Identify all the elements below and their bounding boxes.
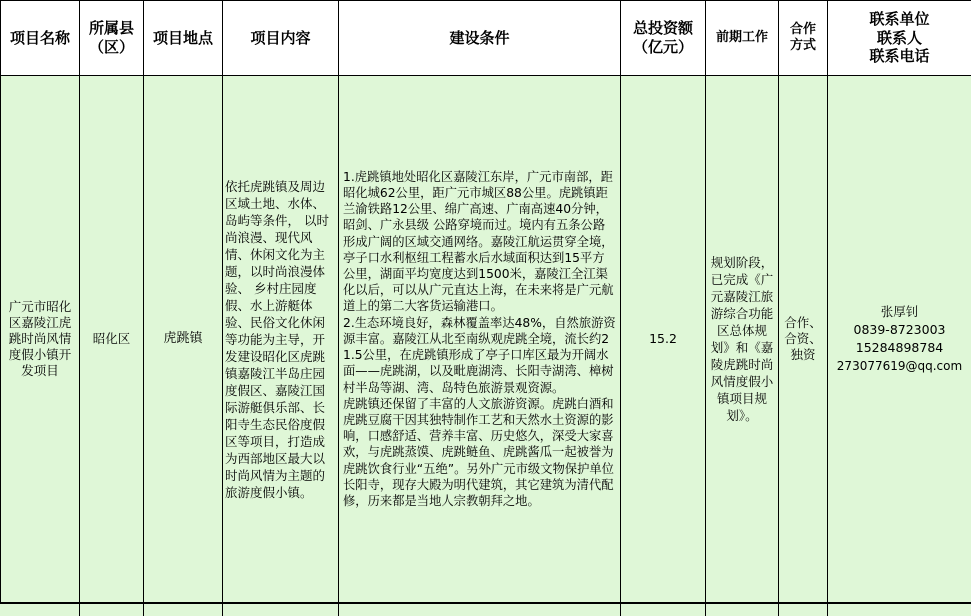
header-label: 合作 方式 bbox=[790, 22, 816, 53]
prework-text: 规划阶段，已完成《广元嘉陵江旅游综合功能区总体规划》和《嘉陵虎跳时尚风情度假小镇项目规划》。 bbox=[706, 248, 778, 430]
header-content bbox=[223, 1, 339, 76]
district-text: 昭化区 bbox=[80, 325, 143, 353]
header-label: 建设条件 bbox=[449, 29, 509, 47]
condition-paragraph: 虎跳镇还保留了丰富的人文旅游资源。虎跳白酒和虎跳豆腐干因其独特制作工艺和天然水土资源的影响，口感舒适、营养丰富、历史悠久，深受大家喜欢，与虎跳蒸馍、虎跳鲢鱼、虎跳酱瓜一起被誉为虎跳饮食行业“五绝”。另外广元市级文物保护单位长阳寺，现存大殿为明代建筑，其它建筑为清代配修，历来都是当地人宗教朝拜之地。 bbox=[343, 396, 616, 509]
header-district bbox=[80, 1, 144, 76]
cell-location bbox=[144, 76, 223, 603]
conditions-text bbox=[339, 163, 620, 515]
header-label: 总投资额 （亿元） bbox=[633, 19, 693, 56]
cell-prework bbox=[706, 76, 779, 603]
content-text: 依托虎跳镇及周边区域土地、水体、岛屿等条件， 以时尚浪漫、现代风情、休闲文化为主题，以时尚浪漫体验、 乡村庄园度假、水上游艇体验、民俗文化休闲等功能为主导，开发建设昭化区虎跳镇嘉陵江半岛庄园度假区、嘉陵江国际游艇俱乐部、长阳寺生态民俗度假区等项目，打造成为西部地区最大以时尚风情为主题的旅游度假小镇。 bbox=[223, 174, 338, 505]
header-prework bbox=[706, 1, 779, 76]
header-label: 所属县 （区） bbox=[89, 19, 134, 56]
contact-mobile: 15284898784 bbox=[831, 339, 968, 357]
header-contact bbox=[828, 1, 971, 76]
header-cooperation bbox=[779, 1, 828, 76]
condition-paragraph: 1.虎跳镇地处昭化区嘉陵江东岸，广元市南部，距昭化城62公里，距广元市城区88公里。虎跳镇距兰渝铁路12公里、绵广高速、广南高速40分钟，昭剑、广永县级 公路穿境而过。境内有五条公路形成广阔的区域交通网络。嘉陵江航运贯穿全境，亭子口水利枢纽工程蓄水后水域面积达到15平方公里，湖面平均宽度达到1500米，嘉陵江全江渠化以后，可以从广元直达上海，在未来将是广元航道上的第二大客货运输港口。 bbox=[343, 169, 616, 315]
investment-value: 15.2 bbox=[621, 325, 705, 353]
header-label: 项目地点 bbox=[153, 29, 213, 47]
cell-project-name bbox=[1, 76, 80, 603]
header-investment bbox=[621, 1, 706, 76]
header-project-name bbox=[1, 1, 80, 76]
cell-district bbox=[80, 76, 144, 603]
header-conditions bbox=[339, 1, 621, 76]
contact-block bbox=[828, 297, 971, 381]
header-label: 联系单位 联系人 联系电话 bbox=[869, 10, 929, 66]
cooperation-text: 合作、合资、独资 bbox=[779, 309, 827, 369]
project-name-text: 广元市昭化区嘉陵江虎跳时尚风情度假小镇开发项目 bbox=[1, 293, 79, 385]
cell-contact bbox=[828, 76, 971, 603]
header-label: 项目内容 bbox=[250, 29, 310, 47]
header-label: 前期工作 bbox=[716, 30, 768, 45]
header-label: 项目名称 bbox=[10, 29, 70, 47]
header-location bbox=[144, 1, 223, 76]
header-row bbox=[1, 1, 971, 76]
next-row-stub bbox=[0, 603, 971, 616]
contact-person: 张厚钊 bbox=[831, 303, 968, 321]
condition-paragraph: 2.生态环境良好，森林覆盖率达48%，自然旅游资源丰富。嘉陵江从北至南纵观虎跳全境，流长约21.5公里，在虎跳镇形成了亭子口库区最为开阔水面——虎跳湖，以及毗鹿湖湾、长阳寺湖湾、樟树村半岛等湖、湾、岛特色旅游景观资源。 bbox=[343, 315, 616, 396]
table-row bbox=[1, 76, 971, 603]
contact-phone: 0839-8723003 bbox=[831, 321, 968, 339]
cell-content bbox=[223, 76, 339, 603]
cell-cooperation bbox=[779, 76, 828, 603]
cell-investment bbox=[621, 76, 706, 603]
cell-conditions bbox=[339, 76, 621, 603]
location-text: 虎跳镇 bbox=[144, 325, 222, 353]
contact-email: 273077619@qq.com bbox=[831, 357, 968, 375]
